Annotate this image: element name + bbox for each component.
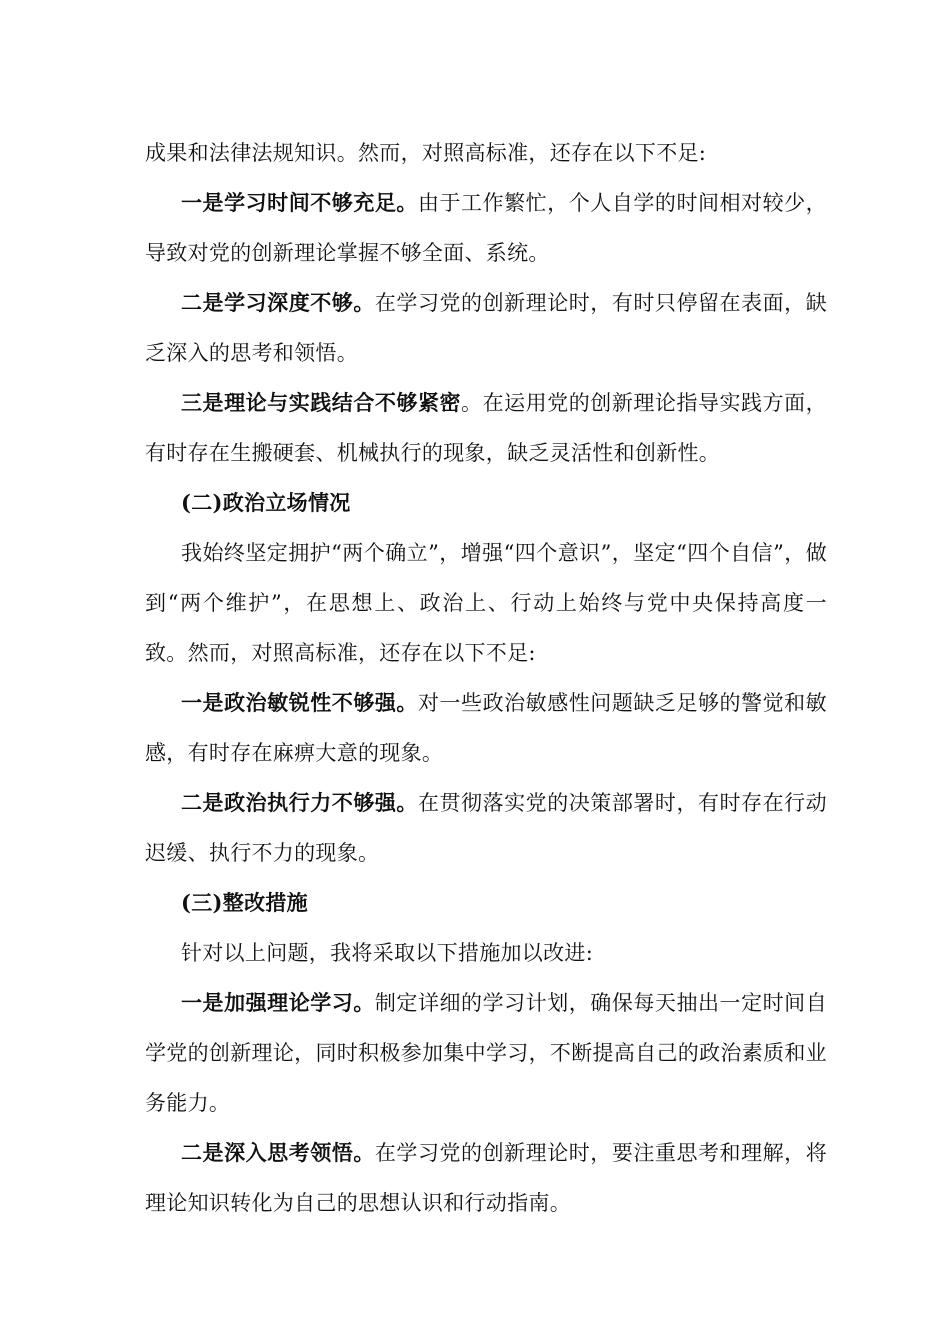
section-heading-political-stance xyxy=(145,478,827,528)
paragraph-4-lead: 三是理论与实践结合不够紧密 xyxy=(181,390,462,415)
paragraph-11-lead: 一是加强理论学习。 xyxy=(181,990,375,1015)
paragraph-11 xyxy=(145,978,827,1128)
paragraph-7-text: 对一些政治敏感性问题缺乏足够的警觉和敏感，有时存在麻痹大意的现象。 xyxy=(145,691,827,765)
paragraph-12 xyxy=(145,1128,827,1228)
paragraph-6-text: 我始终坚定拥护“两个确立”，增强“四个意识”，坚定“四个自信”，做到“两个维护”，在思想上、政治上、行动上始终与党中央保持高度一致。然而，对照高标准，还存在以下不足: xyxy=(145,541,827,665)
paragraph-3-lead: 二是学习深度不够。 xyxy=(181,290,375,315)
paragraph-10-text: 针对以上问题，我将采取以下措施加以改进: xyxy=(181,941,594,965)
paragraph-4-text: 。在运用党的创新理论指导实践方面，有时存在生搬硬套、机械执行的现象，缺乏灵活性和创新性。 xyxy=(145,391,827,465)
paragraph-1 xyxy=(145,128,827,178)
paragraph-11-text: 制定详细的学习计划，确保每天抽出一定时间自学党的创新理论，同时积极参加集中学习，不断提高自己的政治素质和业务能力。 xyxy=(145,991,827,1115)
paragraph-8-text: 在贯彻落实党的决策部署时，有时存在行动迟缓、执行不力的现象。 xyxy=(145,791,827,865)
paragraph-3 xyxy=(145,278,827,378)
paragraph-7 xyxy=(145,678,827,778)
paragraph-2-text: 由于工作繁忙，个人自学的时间相对较少，导致对党的创新理论掌握不够全面、系统。 xyxy=(145,191,827,265)
paragraph-12-lead: 二是深入思考领悟。 xyxy=(181,1140,375,1165)
paragraph-8 xyxy=(145,778,827,878)
paragraph-3-text: 在学习党的创新理论时，有时只停留在表面，缺乏深入的思考和领悟。 xyxy=(145,291,827,365)
section-heading-rectification-label: (三)整改措施 xyxy=(181,890,308,915)
paragraph-2 xyxy=(145,178,827,278)
document-body xyxy=(145,128,827,1228)
paragraph-4 xyxy=(145,378,827,478)
section-heading-political-stance-label: (二)政治立场情况 xyxy=(181,490,351,515)
paragraph-6 xyxy=(145,528,827,678)
paragraph-1-text: 成果和法律法规知识。然而，对照高标准，还存在以下不足: xyxy=(145,141,707,165)
paragraph-12-text: 在学习党的创新理论时，要注重思考和理解，将理论知识转化为自己的思想认识和行动指南。 xyxy=(145,1141,827,1215)
section-heading-rectification xyxy=(145,878,827,928)
paragraph-2-lead: 一是学习时间不够充足。 xyxy=(181,190,418,215)
paragraph-10 xyxy=(145,928,827,978)
paragraph-7-lead: 一是政治敏锐性不够强。 xyxy=(181,690,418,715)
paragraph-8-lead: 二是政治执行力不够强。 xyxy=(181,790,418,815)
